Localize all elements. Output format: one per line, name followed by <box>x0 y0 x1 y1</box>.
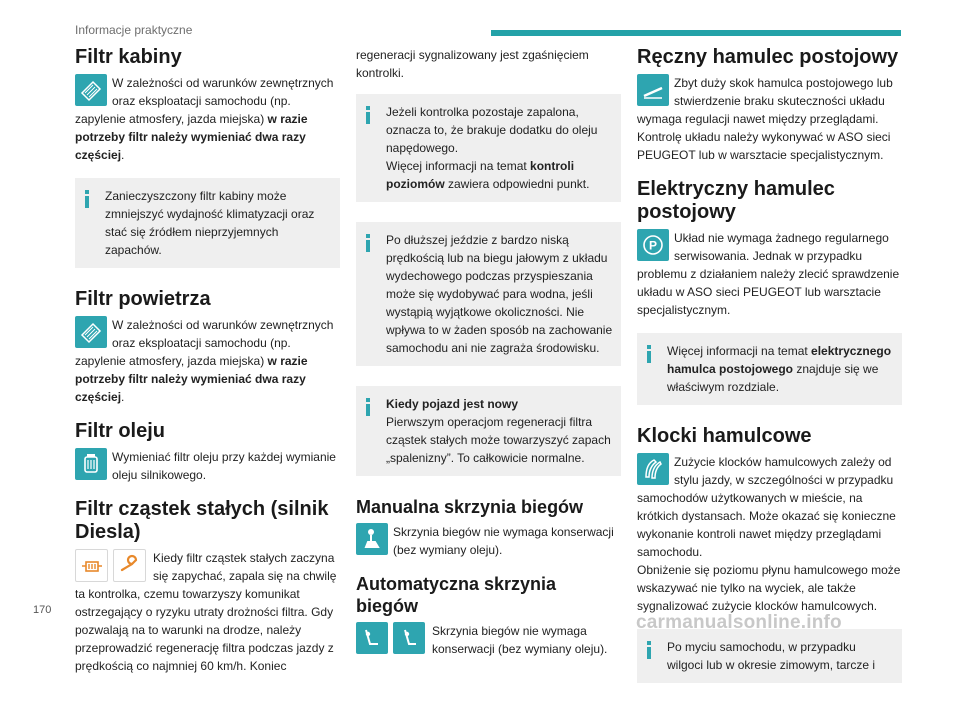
paragraph-continuation: regeneracji sygnalizowany jest zgaśnięciem kontrolki. <box>356 48 589 80</box>
note-klocki: Po myciu samochodu, w przypadku wilgoci lub w okresie zimowym, tarcze i <box>637 629 902 683</box>
automatic-gear-alt-icon <box>393 622 425 654</box>
paragraph-klocki-hamulcowe: Zużycie klocków hamulcowych zależy od stylu jazdy, w szczególności w przypadku samochodów użytkowanych w mieście, na krótkich dystansach. Może okazać się konieczne wykonanie kontroli nawet między przeglądami samochodu. Obniżenie się poziomu płynu hamulcowego może wskazywać nie tylko na wyciek, ale także sygnalizować zużycie klocków hamulcowych. <box>637 455 901 613</box>
paragraph-reczny-hamulec: Zbyt duży skok hamulca postojowego lub stwierdzenie braku skuteczności układu wymaga regulacji nawet między przeglądami. Kontrolę układu należy wykonywać w ASO sieci PEUGEOT lub w warsztacie specjalistycznym. <box>637 76 893 162</box>
paragraph-elektryczny-hamulec: P Układ nie wymaga żadnego regularnego serwisowania. Jednak w przypadku problemu z działaniem należy zlecić sprawdzenie układu w ASO sieci PEUGEOT lub warsztacie specjalistycznym. <box>637 231 900 317</box>
note-elektryczny-hamulec: Więcej informacji na temat elektrycznego hamulca postojowego znajduje się we właściwym rozdziale. <box>637 333 902 405</box>
heading-elektryczny-hamulec: Elektryczny hamulec postojowy <box>637 178 835 223</box>
particle-filter-warning-icon <box>75 549 108 582</box>
paragraph-automatyczna-skrzynia: Skrzynia biegów nie wymaga konserwacji (bez wymiany oleju). <box>356 622 621 658</box>
note-new-vehicle: Kiedy pojazd jest nowy Pierwszym operacjom regeneracji filtra cząstek stałych może towarzyszyć zapach „spalenizny”. To całkowicie normalne. <box>356 386 621 476</box>
oil-filter-icon <box>75 448 107 480</box>
heading-filtr-powietrza: Filtr powietrza <box>75 288 211 310</box>
watermark: carmanualsonline.info <box>636 612 842 633</box>
column-3 <box>637 46 902 703</box>
paragraph-filtr-czastek: Kiedy filtr cząstek stałych zaczyna się zapychać, zapala się na chwilę ta kontrolka, czemu towarzyszy komunikat ostrzegający o ryzyku utraty drożności filtra. Gdy pozwalają na to warunki na drodze, należy przeprowadzić regenerację filtra podczas jazdy z prędkością co najmniej 60 km/h. Koniec <box>75 551 337 673</box>
heading-filtr-kabiny: Filtr kabiny <box>75 46 182 68</box>
info-icon <box>85 190 89 208</box>
gear-lever-icon <box>356 523 388 555</box>
info-icon <box>366 398 370 416</box>
heading-automatyczna-skrzynia: Automatyczna skrzynia biegów <box>356 574 557 616</box>
paragraph-manualna-skrzynia: Skrzynia biegów nie wymaga konserwacji (bez wymiany oleju). <box>356 523 621 559</box>
note-filtr-kabiny: Zanieczyszczony filtr kabiny może zmniejszyć wydajność klimatyzacji oraz stać się źródłem nieprzyjemnych zapachów. <box>75 178 340 268</box>
air-filter-icon <box>75 316 107 348</box>
paragraph-filtr-oleju: Wymieniać filtr oleju przy każdej wymianie oleju silnikowego. <box>75 448 340 484</box>
heading-filtr-czastek: Filtr cząstek stałych (silnik Diesla) <box>75 498 329 543</box>
cabin-filter-icon <box>75 74 107 106</box>
wrench-warning-icon <box>113 549 146 582</box>
automatic-gear-icon <box>356 622 388 654</box>
page-number: 170 <box>33 604 52 616</box>
note-water-vapour: Po dłuższej jeździe z bardzo niską prędkością lub na biegu jałowym z układu wydechowego podczas przyspieszania może się wydobywać para wodna, jeśli wystąpią wyjątkowe okoliczności. Nie wpływa to w żaden sposób na zachowanie samochodu ani nie zagraża środowisku. <box>356 222 621 366</box>
paragraph-filtr-powietrza: W zależności od warunków zewnętrznych oraz eksploatacji samochodu (np. zapylenie atmosfery, jazda miejska) w razie potrzeby filtr należy wymieniać dwa razy częściej. <box>75 318 334 404</box>
electric-parking-brake-icon <box>637 229 669 261</box>
svg-text:P: P <box>648 238 658 253</box>
column-2 <box>356 46 621 672</box>
info-icon <box>647 641 651 659</box>
info-icon <box>366 234 370 252</box>
heading-reczny-hamulec: Ręczny hamulec postojowy <box>637 46 899 68</box>
heading-filtr-oleju: Filtr oleju <box>75 420 165 442</box>
column-1 <box>75 46 340 689</box>
running-header: Informacje praktyczne <box>75 23 193 37</box>
info-icon <box>366 106 370 124</box>
note-additive: Jeżeli kontrolka pozostaje zapalona, oznacza to, że brakuje dodatku do oleju napędowego. Więcej informacji na temat kontroli poziomów zawiera odpowiedni punkt. <box>356 94 621 202</box>
handbrake-icon <box>637 74 669 106</box>
brake-pads-icon <box>637 453 669 485</box>
info-icon <box>647 345 651 363</box>
paragraph-filtr-kabiny: W zależności od warunków zewnętrznych oraz eksploatacji samochodu (np. zapylenie atmosfery, jazda miejska) w razie potrzeby filtr należy wymieniać dwa razy częściej. <box>75 76 334 162</box>
heading-manualna-skrzynia: Manualna skrzynia biegów <box>356 497 584 517</box>
heading-klocki-hamulcowe: Klocki hamulcowe <box>637 425 812 447</box>
header-accent-bar <box>491 30 901 36</box>
